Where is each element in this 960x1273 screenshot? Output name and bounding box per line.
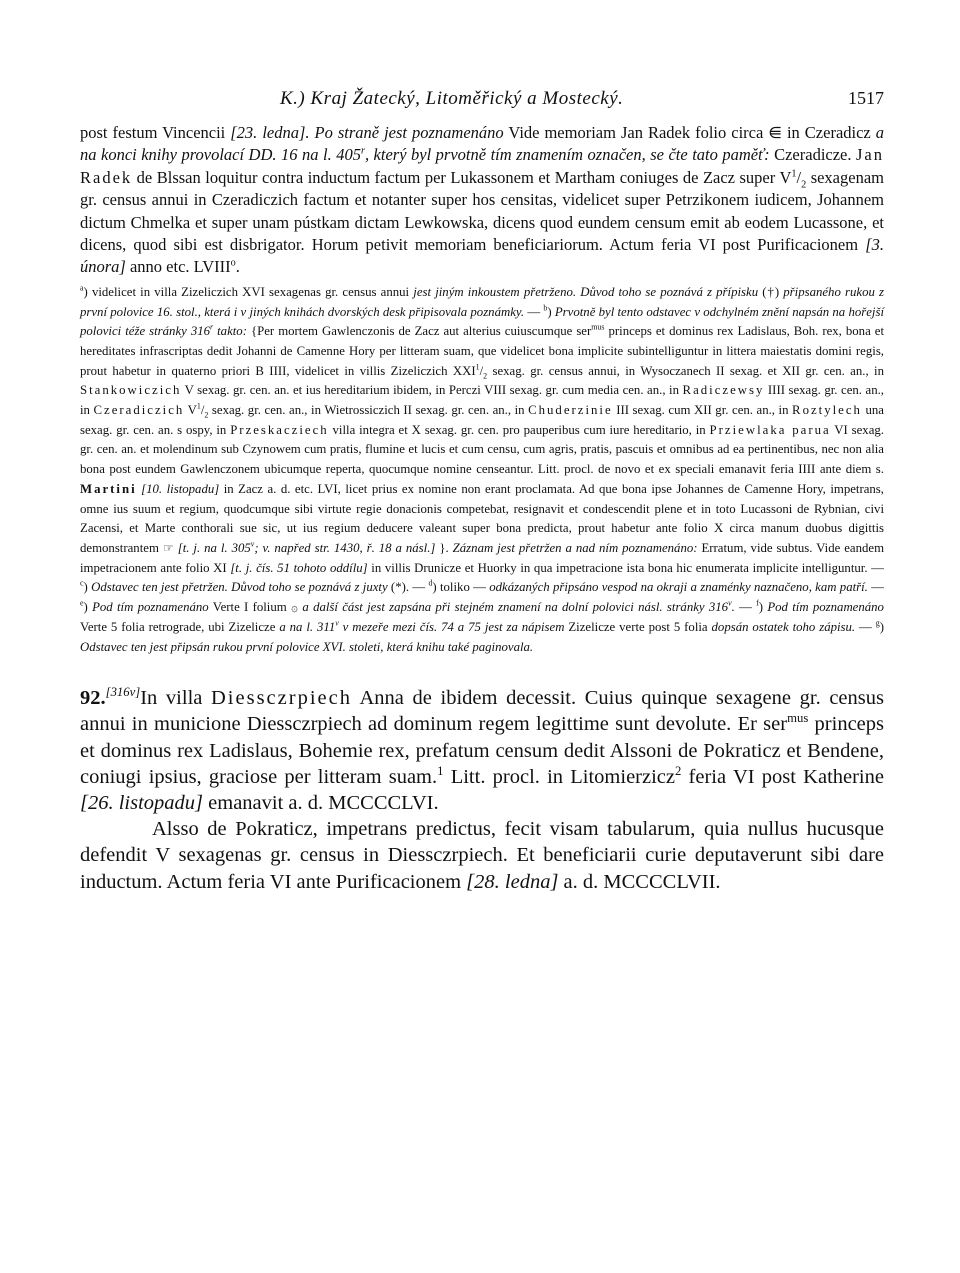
text-run: de Blssan loquitur contra inductum factum per Lukassonem et Martham coniuges de Zacz super V <box>132 167 792 187</box>
editorial-note: [28. ledna] <box>466 870 559 893</box>
text-run: — <box>867 580 884 595</box>
footnotes <box>80 283 884 657</box>
text-run: post festum Vincencii <box>80 123 231 142</box>
editorial-note: odkázaných připsáno vespod na okraji a znaménky naznačeno, kam patří. <box>489 580 868 595</box>
superscript: v <box>728 598 732 608</box>
subscript: 2 <box>204 410 209 420</box>
footnote-block: $^a$) videlicet in villa Zizeliczich XVI sexagenas gr. census annui jest jiným inkoustem přetrženo. Důvod toho se poznává z přípisku (†) připsaného rukou z první polovice 16. stol., která i v jiných knihách dvorských desk připisovala poznámky. — $^b$) Prvotně byl tento odstavec v odchylném znění napsán na hořejší polovici téže stránky 316$^r$ takto: {Per mortem Gawlenczonis de Zacz aut alterius cuiuscumque ser$^{mus}$ princeps et dominus rex Ladislaus, Boh. rex, bona et hereditates infrascriptas dedit Johanni de Camenne Hory per litteram suam, que videlicet bona implicite subintelliguntur in littera maiestatis domini regis, prout habetur in quaterno priori B IIII, videlicet in villis Zizeliczich $XXI^1/_2$ sexag. gr. census annui, in Wysoczanech II sexag. et XII gr. cen. an., in Stankowiczich V sexag. gr. cen. an. et ius hereditarium ibidem, in Perczi VIII sexag. gr. cum media cen. an., in Radiczewsy IIII sexag. gr. cen. an., in Czeradiczich $V^1/_2$ sexag. gr. cen. an., in Wietrossiczich II sexag. gr. cen. an., in Chuderzinie III sexag. cum XII gr. cen. an., in Roztylech una sexag. gr. cen. an. s ospy, in Przeskacziech villa integra et X sexag. gr. cen. pro pauperibus cum iure hereditario, in Prziewlaka parua VI sexag. gr. cen. an. et molendinum sub Czynowem cum pratis, flumine et lucis et cum censu, cum agris, pratis, pascuis et omnibus ad ea pertinentibus, nec non alia bona post eundem Gawlenczonem ubicumque reperta, quocumque nomine censeantur. Litt. procl. de novo et ex speciali emanavit feria IIII ante diem s. Martini [10. listopadu] in Zacz a. d. etc. LVI, licet prius ex nomine non erant proclamata. Ad que bona ipse Johannes de Camenne Hory, impetrans, omne ius suum et regium, quodcumque sibi virtute regie donacionis competebat, resignavit et condescendit plene et in toto Lucassoni de Rybnian, civi Zacensi, et Marte conthorali sue sic, ut ius regium deducere valeant super bona predicta, prout habetur ante folio X circa manum duobus digittis demonstrantem ☞ [t. j. na l. 305$^v$; v. napřed str. 1430, ř. 18 a násl.] }. Záznam jest přetržen a nad ním poznamenáno: Erratum, vide subtus. Vide eandem impetracionem ante folio XI [t. j. čís. 51 tohoto oddílu] in villis Drunicze et Huorky in qua impetracione ista bona hic enumerata implicite intelliguntur. — $^c$) Odstavec ten jest přetržen. Důvod toho se poznává z juxty (*). — $^d$) toliko — odkázaných připsáno vespod na okraji a znaménky naznačeno, kam patří. — $^e$) Pod tím poznamenáno Verte I folium ۞ a další část jest zapsána při stejném znamení na dolní polovici násl. stránky 316$^v$. — $^f$) Pod tím poznamenáno Verte 5 folia retrograde, ubi Zizelicze a na l. 311$^v$ v mezeře mezi čís. 74 a 75 jest za nápisem Zizelicze verte post 5 folia dopsán ostatek toho zápisu. — $^g$) Odstavec ten jest připsán rukou první polovice XVI. stoleti, která knihu také paginovala. <box>80 283 885 654</box>
text-run: In villa <box>140 687 211 710</box>
editorial-note: připsaného rukou z první polovice 16. stol., která i v jiných knihách dvorských desk připisovala poznámky. <box>80 284 884 319</box>
editorial-note: [t. j. na l. 305 <box>173 540 251 555</box>
main-paragraph: post festum Vincencii [23. ledna]. Po straně jest poznamenáno Vide memoriam Jan Radek folio circa ⋹ in Czeradicz a na konci knihy provolací DD. 16 na l. 405$^r$, který byl prvotně tím znamením označen, se čte tato paměť: Czeradicze. Jan Radek de Blssan loquitur contra inductum factum per Lukassonem et Martham coniuges de Zacz super $V^1/_2$ sexagenam gr. census annui in Czeradiczich factum et notanter super hos censitas, videlicet super Petrzikonem iudicem, Johannem dictum Chmelka et super unam pústkam dictam Lewkowska, dicens quod eundem censum emit ab eodem Lucassone, et dicens, quod sibi est disbrigator. Horum petivit memoriam beneficiariorum. Actum feria VI post Purificacionem [3. února] anno etc. LVIII$^o$. <box>80 123 885 277</box>
text-run: Zizelicze verte post 5 folia <box>564 619 712 634</box>
subscript: 2 <box>483 371 488 381</box>
text-run: ) <box>879 619 884 634</box>
text-run: in villis Drunicze et Huorky in qua impetracione ista bona hic enumerata implicite intelliguntur. <box>367 560 868 575</box>
editorial-note: Pod tím poznamenáno <box>767 600 884 615</box>
text-run: V <box>184 403 197 418</box>
text-run: Verte I folium <box>208 600 291 615</box>
folio-reference: [316 <box>105 685 130 700</box>
text-run: — <box>409 580 429 595</box>
superscript: v <box>250 539 255 549</box>
footnote-mark: f <box>756 598 759 608</box>
editorial-note: Odstavec ten jest přetržen. Důvod toho se poznává z juxty <box>91 580 388 595</box>
spaced-name: Roztylech <box>792 403 862 418</box>
editorial-note: dopsán ostatek toho zápisu. <box>711 619 856 634</box>
text-run: Vide memoriam Jan Radek folio circa <box>503 123 769 142</box>
footnote-ref: 1 <box>437 763 444 778</box>
editorial-note: . <box>731 600 735 615</box>
text-run: princeps et dominus rex Ladislaus, Boh. rex, bona et hereditates infrascriptas dedit Johanni de Camenne Hory per litteram suam, que videlicet bona implicite subintelliguntur in littera maiestatis domini regis, prout habetur in quaterno priori B IIII, videlicet in villis Zizeliczich XXI <box>80 324 884 378</box>
editorial-note: ; v. napřed str. 1430, ř. 18 a násl.] <box>254 540 436 555</box>
footnote-mark: g <box>875 618 880 628</box>
editorial-note: Prvotně byl tento odstavec v odchylném znění napsán na hořejší polovici téže stránky 316 <box>80 304 885 339</box>
editorial-note: jest jiným inkoustem přetrženo. Důvod toho se poznává z přípisku <box>413 284 759 299</box>
superscript: o <box>230 257 236 269</box>
text-run: }. <box>435 540 453 555</box>
editorial-note: v mezeře mezi čís. 74 a 75 jest za nápisem <box>338 619 565 634</box>
text-run: in Zacz a. d. etc. LVI, licet prius ex nomine non erant proclamata. Ad que bona ipse Johannes de Camenne Hory, impetrans, omne ius suum et regium, quodcumque sibi virtute regie donacionis competebat, resignavit et condescendit plene et in toto Lucassoni de Rybnian, civi Zacensi, et Marte conthorali sue sic, ut ius regium deducere valeant super bona predicta, prout habetur ante folio X circa manum duobus digittis demonstrantem <box>80 481 884 555</box>
text-run: — <box>524 304 544 319</box>
spaced-name: Diessczrpiech <box>211 687 352 710</box>
text-run: Alsso de Pokraticz, impetrans predictus, fecit visam tabularum, quia nullus hucusque defendit V sexagenas gr. census in Diessczrpiech. Et beneficiarii curie deputaverunt sibi dare inductum. Actum feria VI ante Purificacionem <box>80 818 884 893</box>
text-run: ) <box>83 600 93 615</box>
footnote-mark: e <box>80 598 84 608</box>
footnote-ref: 2 <box>674 763 682 778</box>
text-run: IIII sexag. gr. cen. an., in <box>80 383 884 418</box>
text-run: — <box>867 560 884 575</box>
text-run: in Czeradicz <box>781 123 876 142</box>
text-run: V sexag. gr. cen. an. et ius hereditarium ibidem, in Perczi VIII sexag. gr. cum media cen. an., in <box>181 383 683 398</box>
text-run: — <box>734 600 757 615</box>
text-run: Verte 5 folia retrograde, ubi Zizelicze <box>80 619 280 634</box>
superscript: r <box>360 145 365 157</box>
entry-92 <box>80 685 884 895</box>
running-title: K.) Kraj Žatecký, Litoměřický a Mostecký. <box>280 88 624 109</box>
editorial-note: [t. j. čís. 51 tohoto oddílu] <box>230 560 368 575</box>
text-run: a. d. MCCCCLVII. <box>558 870 721 893</box>
editorial-note: [23. ledna]. Po straně jest poznamenáno <box>230 123 504 142</box>
editorial-note: [3. února] <box>80 235 884 277</box>
spaced-name: Przeskacziech <box>230 422 329 437</box>
superscript: v <box>129 685 136 700</box>
document-page <box>80 82 884 895</box>
text-run: ) <box>83 580 92 595</box>
text-run: sexag. gr. cen. an., in Wietrossiczich II sexag. gr. cen. an., in <box>208 403 529 418</box>
text-run: sexagenam gr. census annui in Czeradiczich factum et notanter super hos censitas, videlicet super Petrzikonem iudicem, Johannem dictum Chmelka et super unam pústkam dictam Lewkowska, dicens quod eundem censum emit ab eodem Lucassone, et dicens, quod sibi est disbrigator. Horum petivit memoriam beneficiariorum. Actum feria VI post Purificacionem <box>80 167 884 255</box>
editorial-note: Záznam jest přetržen a nad ním poznamenáno: <box>452 540 698 555</box>
superscript: r <box>210 322 214 332</box>
text-run: Erratum, vide subtus. Vide eandem impetracionem ante folio XI <box>80 540 885 575</box>
spaced-name: Radiczewsy <box>682 383 765 398</box>
folio-reference: ] <box>135 685 141 700</box>
page-number: 1517 <box>848 88 884 108</box>
spaced-name: Martini <box>80 481 137 496</box>
text-run: sexag. gr. census annui, in Wysoczanech II sexag. et XII gr. cen. an., in <box>487 363 884 378</box>
text-run: anno etc. LVIII <box>125 257 231 277</box>
text-run: . <box>235 257 240 277</box>
margin-symbol-icon: ⋹ <box>768 123 782 142</box>
text-run: ) videlicet in villa Zizeliczich XVI sexagenas gr. census annui <box>83 284 414 299</box>
spaced-name: Jan Radek <box>80 145 884 187</box>
spaced-name: Czeradiczich <box>93 403 185 418</box>
editorial-note: , který byl prvotně tím znamením označen, se čte tato paměť: <box>364 145 770 165</box>
entry-paragraph-1 <box>80 685 884 816</box>
footnote-mark: a <box>80 283 84 293</box>
running-header <box>80 82 884 122</box>
editorial-note: a na l. 311 <box>279 619 336 634</box>
text-run: Anna de ibidem decessit. Cuius quinque sexagene gr. census annui in municione Diessczrpiech ad dominum regem legittime sunt devolute. Er ser <box>80 687 884 736</box>
footnote-mark: b <box>543 303 548 313</box>
editorial-note: a další část jest zapsána při stejném znamení na dolní polovici násl. stránky 316 <box>302 600 729 615</box>
entry-number: 92. <box>80 687 106 710</box>
superscript: 1 <box>475 362 480 372</box>
superscript: mus <box>591 322 605 332</box>
text-run: Czeradicze. <box>769 145 856 165</box>
text-run: {Per mortem Gawlenczonis de Zacz aut alterius cuiuscumque ser <box>250 324 592 339</box>
text-run: una sexag. gr. cen. an. s ospy, in <box>80 403 884 437</box>
editorial-note: takto: <box>213 324 251 339</box>
text-run: (†) <box>758 284 784 299</box>
margin-symbol-icon: ۞ <box>290 600 299 615</box>
editorial-note: Pod tím poznamenáno <box>92 600 209 615</box>
text-run: ) toliko — <box>432 580 490 595</box>
text-run: villa integra et X sexag. gr. cen. pro pauperibus cum iure hereditario, in <box>328 422 710 437</box>
editorial-note: Odstavec ten jest připsán rukou první polovice XVI. stoleti, která knihu také paginovala. <box>80 639 534 654</box>
spaced-name: Chuderzinie <box>528 403 613 418</box>
text-run: emanavit a. d. MCCCCLVI. <box>203 792 439 815</box>
superscript: 1 <box>196 401 201 411</box>
text-run: Litt. procl. in Litomierzicz <box>443 765 675 788</box>
subscript: 2 <box>801 179 807 191</box>
entry-paragraph-2 <box>80 816 884 895</box>
superscript: mus <box>787 711 809 726</box>
footnote-mark: c <box>80 579 84 589</box>
footnote-mark: d <box>428 579 433 589</box>
text-run: III sexag. cum XII gr. cen. an., in <box>612 403 793 418</box>
text-run: VI sexag. gr. cen. an. et molendinum sub Czynowem cum pratis, flumine et lucis et cum censu, cum agris, pratis, pascuis et omnibus ad ea pertinentibus, nec non alia bona post eundem Gawlenczonem ubicumque reperta, quocumque nomine censeantur. Litt. procl. de novo et ex speciali emanavit feria IIII ante diem s. <box>80 422 884 477</box>
editorial-note: a na konci knihy provolací DD. 16 na l. 405 <box>80 123 885 165</box>
text-run: ) <box>758 600 768 615</box>
text-run: feria VI post Katherine <box>681 765 884 788</box>
superscript: 1 <box>791 168 797 180</box>
spaced-name: Stankowiczich <box>80 383 182 398</box>
text-run: ) <box>547 304 555 319</box>
editorial-note: [26. listopadu] <box>80 792 204 815</box>
text-run: (*). <box>387 580 410 595</box>
text-run: — <box>855 619 876 634</box>
superscript: v <box>335 618 339 628</box>
spaced-name: Prziewlaka parua <box>709 422 831 437</box>
editorial-note: [10. listopadu] <box>141 481 220 496</box>
pointing-hand-icon: ☞ <box>162 540 174 555</box>
text-run: princeps et dominus rex Ladislaus, Bohemie rex, prefatum censum dedit Alssoni de Pokraticz et Bendene, coniugi ipsius, graciose per litteram suam. <box>80 713 884 788</box>
